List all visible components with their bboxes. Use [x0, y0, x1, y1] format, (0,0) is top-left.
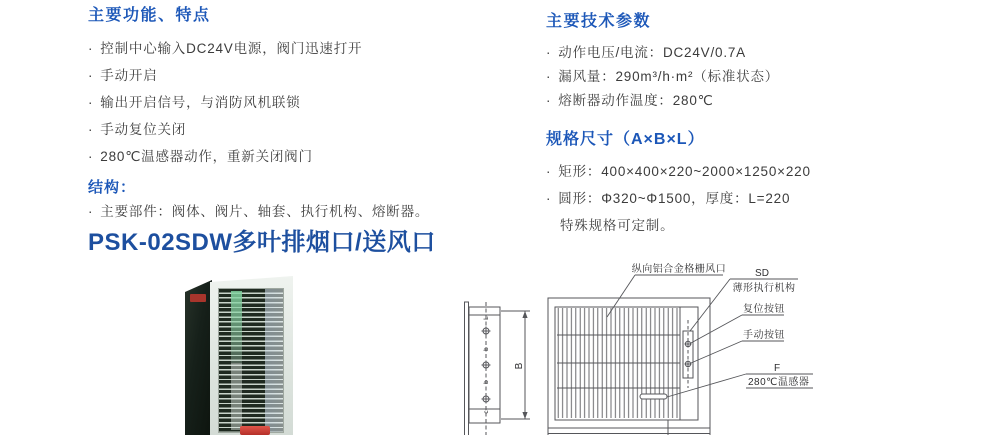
side-flange [465, 302, 469, 435]
temperature-sensor [640, 394, 667, 399]
spec-note: 特殊规格可定制。 [560, 218, 675, 233]
feature-text: 输出开启信号，与消防风机联锁 [100, 95, 301, 110]
spec-text: 矩形：400×400×220~2000×1250×220 [558, 164, 811, 179]
tech-param-text: 动作电压/电流：DC24V/0.7A [558, 45, 746, 60]
reset-button-marker [685, 341, 692, 348]
spec-item [546, 158, 992, 185]
photo-louvers [218, 288, 284, 433]
side-mark: b [483, 380, 490, 384]
feature-text: 控制中心输入DC24V电源，阀门迅速打开 [100, 41, 363, 56]
structure-item [88, 198, 518, 225]
bullet-dot: · [88, 68, 94, 83]
photo-red-label-bottom [240, 426, 270, 435]
axis-marker [482, 361, 491, 370]
bullet-dot: · [88, 41, 94, 56]
feature-item [88, 116, 518, 143]
features-heading: 主要功能、特点 [88, 7, 211, 24]
feature-text: 手动复位关闭 [100, 122, 187, 137]
axis-marker [482, 395, 491, 404]
photo-light-strip [231, 363, 242, 430]
specs-heading: 规格尺寸（A×B×L） [546, 131, 705, 148]
tech-params-heading: 主要技术参数 [546, 13, 652, 30]
photo-side-panel [185, 272, 212, 435]
structure-heading: 结构： [88, 179, 137, 196]
bullet-dot: · [546, 45, 552, 60]
front-view [548, 298, 710, 435]
side-mark: L [483, 316, 490, 320]
bullet-dot: · [546, 191, 552, 206]
product-photo [185, 272, 293, 435]
bullet-dot: · [546, 93, 552, 108]
tech-param-item [546, 65, 992, 89]
sensor-code-label: F [773, 363, 781, 374]
bullet-dot: · [546, 164, 552, 179]
feature-text: 280℃温感器动作，重新关闭阀门 [100, 149, 313, 164]
side-mark: b [483, 347, 490, 351]
photo-front-face [210, 276, 293, 435]
reset-button-label: 复位按钮 [743, 304, 785, 315]
actuator-code-label: SD [755, 268, 769, 279]
feature-text: 手动开启 [100, 68, 158, 83]
actuator-label: 薄形执行机构 [732, 283, 796, 294]
tech-param-item [546, 41, 992, 65]
manual-button-marker [685, 361, 692, 368]
photo-right-highlight [265, 289, 283, 432]
feature-item [88, 89, 518, 116]
tech-params-section [546, 8, 992, 239]
photo-green-reflection [231, 291, 242, 363]
grille-label: 纵向铝合金格栅风口 [631, 264, 727, 275]
tech-param-text: 漏风量：290m³/h·m²（标准状态） [558, 69, 780, 84]
spec-text: 圆形：Φ320~Φ1500，厚度：L=220 [558, 191, 791, 206]
features-section [88, 2, 518, 225]
spec-item [546, 185, 992, 212]
bullet-dot: · [88, 149, 94, 164]
feature-item [88, 62, 518, 89]
dimension-b-label: B [514, 362, 525, 370]
sensor-label: 280℃温感器 [748, 377, 810, 388]
bullet-dot: · [88, 95, 94, 110]
bullet-dot: · [88, 122, 94, 137]
axis-marker [482, 327, 491, 336]
manual-button-label: 手动按钮 [743, 330, 785, 341]
structure-text: 主要部件：阀体、阀片、轴套、执行机构、熔断器。 [100, 204, 430, 219]
technical-diagram [446, 258, 816, 435]
bullet-dot: · [546, 69, 552, 84]
tech-param-item [546, 89, 992, 113]
product-title: PSK-02SDW多叶排烟口/送风口 [88, 229, 436, 256]
tech-param-text: 熔断器动作温度：280℃ [558, 93, 714, 108]
photo-red-label-top [190, 294, 206, 302]
feature-item [88, 143, 518, 170]
side-mark: c [483, 410, 490, 414]
feature-item [88, 35, 518, 62]
bullet-dot: · [88, 204, 94, 219]
